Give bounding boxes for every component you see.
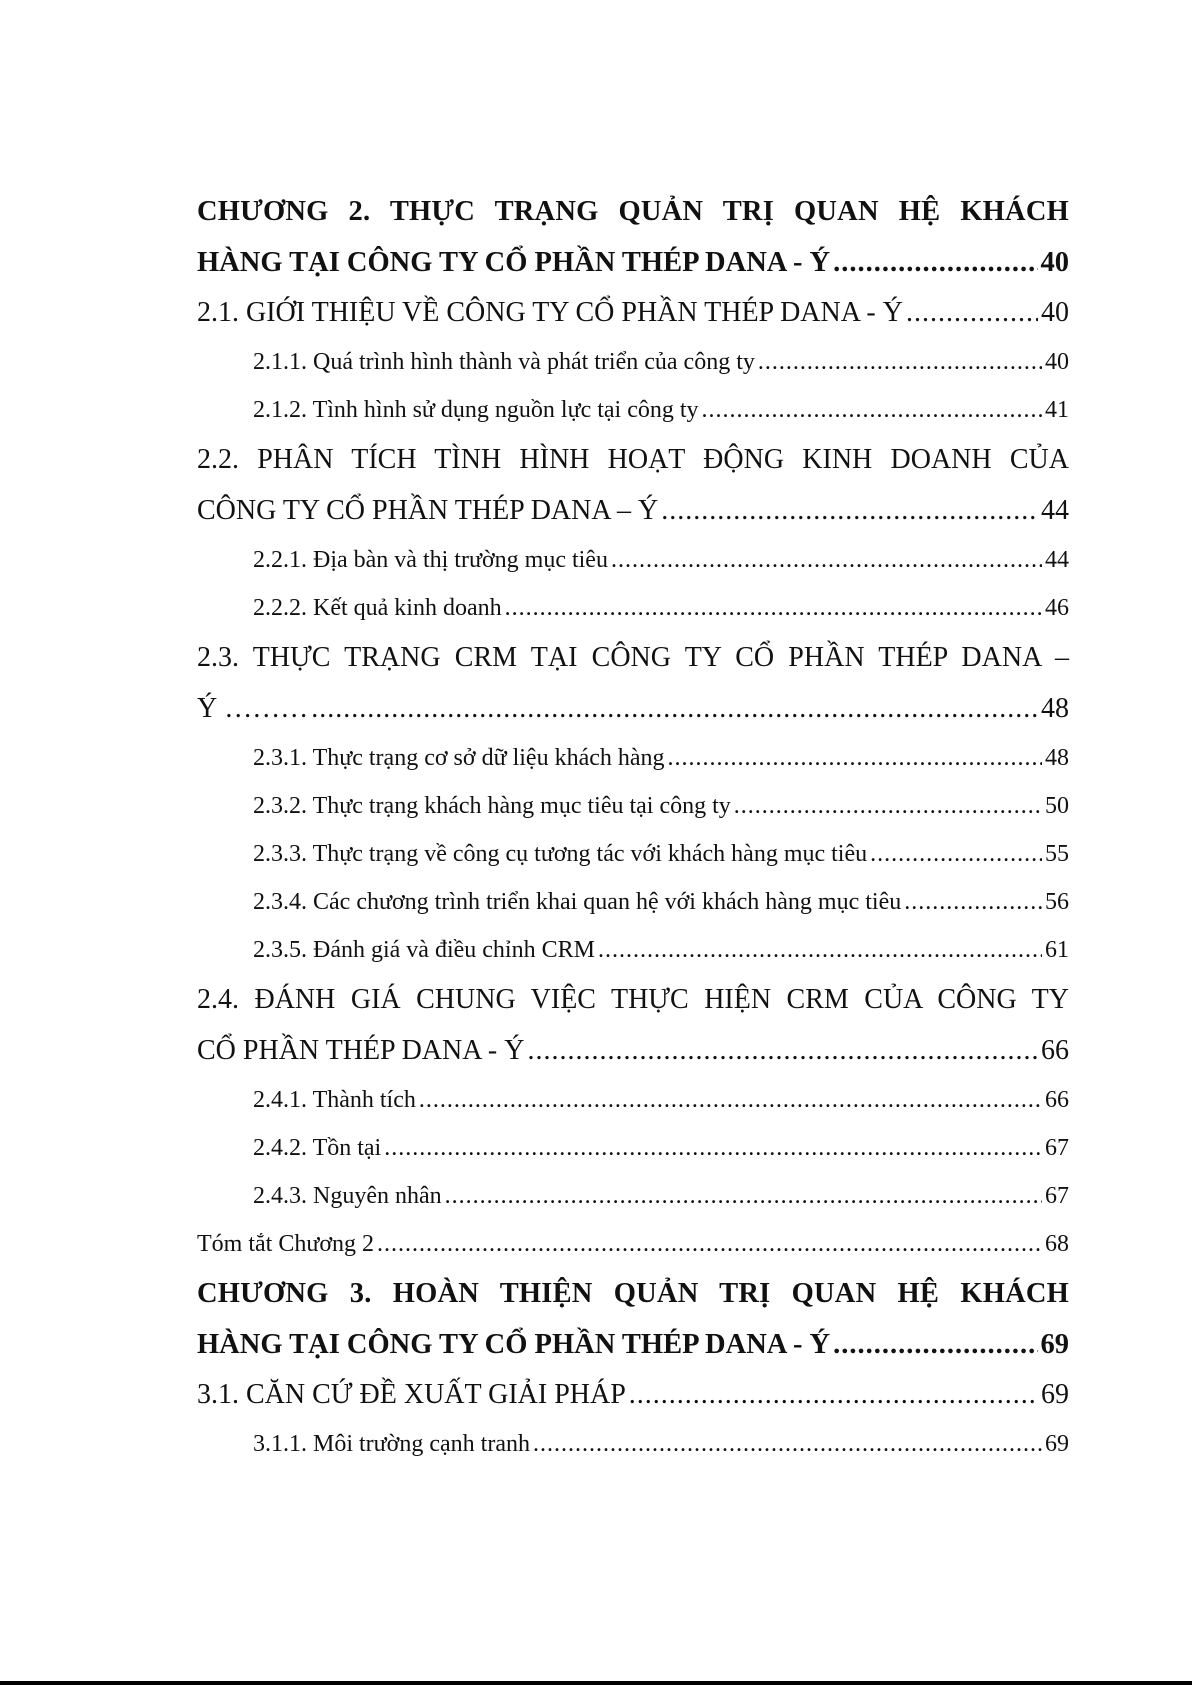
table-of-contents (197, 186, 1069, 1468)
dot-leader (870, 830, 1042, 878)
toc-entry-title: 2.4.1. Thành tích (253, 1087, 416, 1113)
toc-page-number: 56 (1045, 889, 1069, 915)
dot-leader (611, 536, 1042, 584)
toc-entry-title: 2.1.1. Quá trình hình thành và phát triển của công ty (253, 349, 755, 375)
toc-entry-title-line1: CHƯƠNG 2. THỰC TRẠNG QUẢN TRỊ QUAN HỆ KHÁCH (197, 196, 1069, 227)
toc-entry-title: 2.2.2. Kết quả kinh doanh (253, 595, 502, 621)
toc-page-number: 69 (1040, 1329, 1069, 1360)
dot-leader (702, 386, 1042, 434)
toc-entry-subsection-2-2-1[interactable] (197, 536, 1069, 584)
dot-leader (833, 238, 1037, 288)
toc-entry-title: 3.1. CĂN CỨ ĐỀ XUẤT GIẢI PHÁP (197, 1379, 626, 1410)
toc-page-number: 41 (1045, 397, 1069, 423)
dot-leader (311, 684, 1038, 734)
toc-entry-section-2-3[interactable] (197, 632, 1069, 734)
toc-entry-subsection-2-4-2[interactable] (197, 1124, 1069, 1172)
dot-leader (598, 926, 1042, 974)
toc-entry-chapter-2[interactable] (197, 186, 1069, 288)
toc-entry-subsection-2-2-2[interactable] (197, 584, 1069, 632)
toc-entry-title: 2.4.3. Nguyên nhân (253, 1183, 442, 1209)
dot-leader (505, 584, 1042, 632)
toc-entry-section-2-1[interactable] (197, 288, 1069, 338)
toc-entry-subsection-2-4-3[interactable] (197, 1172, 1069, 1220)
dot-leader (906, 288, 1038, 338)
dot-leader (445, 1172, 1042, 1220)
page-bottom-edge (0, 1681, 1192, 1685)
toc-entry-title: Tóm tắt Chương 2 (197, 1231, 375, 1257)
toc-entry-subsection-2-3-5[interactable] (197, 926, 1069, 974)
toc-entry-chapter-3[interactable] (197, 1268, 1069, 1370)
dot-leader (377, 1220, 1042, 1268)
toc-entry-chapter-2-summary[interactable] (197, 1220, 1069, 1268)
toc-page-number: 66 (1041, 1035, 1069, 1066)
toc-page-number: 50 (1045, 793, 1069, 819)
toc-page-number: 40 (1045, 349, 1069, 375)
toc-page-number: 55 (1045, 841, 1069, 867)
dot-leader (419, 1076, 1042, 1124)
dot-leader (758, 338, 1042, 386)
toc-entry-section-2-4[interactable] (197, 974, 1069, 1076)
toc-page-number: 44 (1045, 547, 1069, 573)
dot-leader (661, 486, 1038, 536)
toc-entry-title: 2.4.2. Tồn tại (253, 1135, 382, 1161)
toc-entry-title: CÔNG TY CỔ PHẦN THÉP DANA – Ý (197, 495, 659, 526)
toc-page-number: 48 (1045, 745, 1069, 771)
toc-entry-section-3-1[interactable] (197, 1370, 1069, 1420)
toc-entry-title: 2.1. GIỚI THIỆU VỀ CÔNG TY CỔ PHẦN THÉP DANA - Ý (197, 297, 903, 328)
toc-page-number: 69 (1045, 1431, 1069, 1457)
toc-entry-subsection-2-3-1[interactable] (197, 734, 1069, 782)
toc-entry-subsection-2-3-4[interactable] (197, 878, 1069, 926)
toc-entry-title-line1: CHƯƠNG 3. HOÀN THIỆN QUẢN TRỊ QUAN HỆ KHÁCH (197, 1278, 1069, 1309)
dot-leader (629, 1370, 1038, 1420)
toc-entry-title: Ý ……… (197, 693, 309, 724)
dot-leader (533, 1420, 1042, 1468)
toc-entry-subsection-3-1-1[interactable] (197, 1420, 1069, 1468)
toc-page-number: 61 (1045, 937, 1069, 963)
toc-entry-subsection-2-3-3[interactable] (197, 830, 1069, 878)
toc-page-number: 46 (1045, 595, 1069, 621)
toc-page-number: 69 (1041, 1379, 1069, 1410)
toc-entry-subsection-2-1-1[interactable] (197, 338, 1069, 386)
toc-page-number: 48 (1041, 693, 1069, 724)
dot-leader (384, 1124, 1042, 1172)
toc-page-number: 40 (1041, 297, 1069, 328)
toc-entry-title: 2.1.2. Tình hình sử dụng nguồn lực tại công ty (253, 397, 699, 423)
dot-leader (904, 878, 1042, 926)
toc-page-number: 66 (1045, 1087, 1069, 1113)
toc-entry-subsection-2-1-2[interactable] (197, 386, 1069, 434)
toc-page-number: 40 (1040, 247, 1069, 278)
toc-entry-title: 3.1.1. Môi trường cạnh tranh (253, 1431, 530, 1457)
toc-page-number: 44 (1041, 495, 1069, 526)
toc-entry-section-2-2[interactable] (197, 434, 1069, 536)
toc-entry-title: 2.3.5. Đánh giá và điều chỉnh CRM (253, 937, 595, 963)
toc-entry-title: HÀNG TẠI CÔNG TY CỔ PHẦN THÉP DANA - Ý (197, 1329, 831, 1360)
toc-page-number: 67 (1045, 1183, 1069, 1209)
toc-entry-subsection-2-3-2[interactable] (197, 782, 1069, 830)
toc-entry-title: 2.3.4. Các chương trình triển khai quan hệ với khách hàng mục tiêu (253, 889, 902, 915)
dot-leader (833, 1320, 1037, 1370)
toc-entry-title-line1: 2.3. THỰC TRẠNG CRM TẠI CÔNG TY CỔ PHẦN THÉP DANA – (197, 642, 1069, 673)
toc-entry-title: HÀNG TẠI CÔNG TY CỔ PHẦN THÉP DANA - Ý (197, 247, 831, 278)
toc-entry-subsection-2-4-1[interactable] (197, 1076, 1069, 1124)
toc-entry-title: 2.3.3. Thực trạng về công cụ tương tác với khách hàng mục tiêu (253, 841, 868, 867)
dot-leader (668, 734, 1042, 782)
toc-entry-title: 2.2.1. Địa bàn và thị trường mục tiêu (253, 547, 608, 573)
dot-leader (734, 782, 1042, 830)
toc-entry-title-line1: 2.2. PHÂN TÍCH TÌNH HÌNH HOẠT ĐỘNG KINH DOANH CỦA (197, 444, 1069, 475)
toc-page-number: 67 (1045, 1135, 1069, 1161)
toc-entry-title: CỔ PHẦN THÉP DANA - Ý (197, 1035, 525, 1066)
toc-page-number: 68 (1045, 1231, 1069, 1257)
toc-entry-title: 2.3.2. Thực trạng khách hàng mục tiêu tại công ty (253, 793, 731, 819)
toc-entry-title-line1: 2.4. ĐÁNH GIÁ CHUNG VIỆC THỰC HIỆN CRM CỦA CÔNG TY (197, 984, 1069, 1015)
dot-leader (527, 1026, 1038, 1076)
toc-entry-title: 2.3.1. Thực trạng cơ sở dữ liệu khách hàng (253, 745, 665, 771)
